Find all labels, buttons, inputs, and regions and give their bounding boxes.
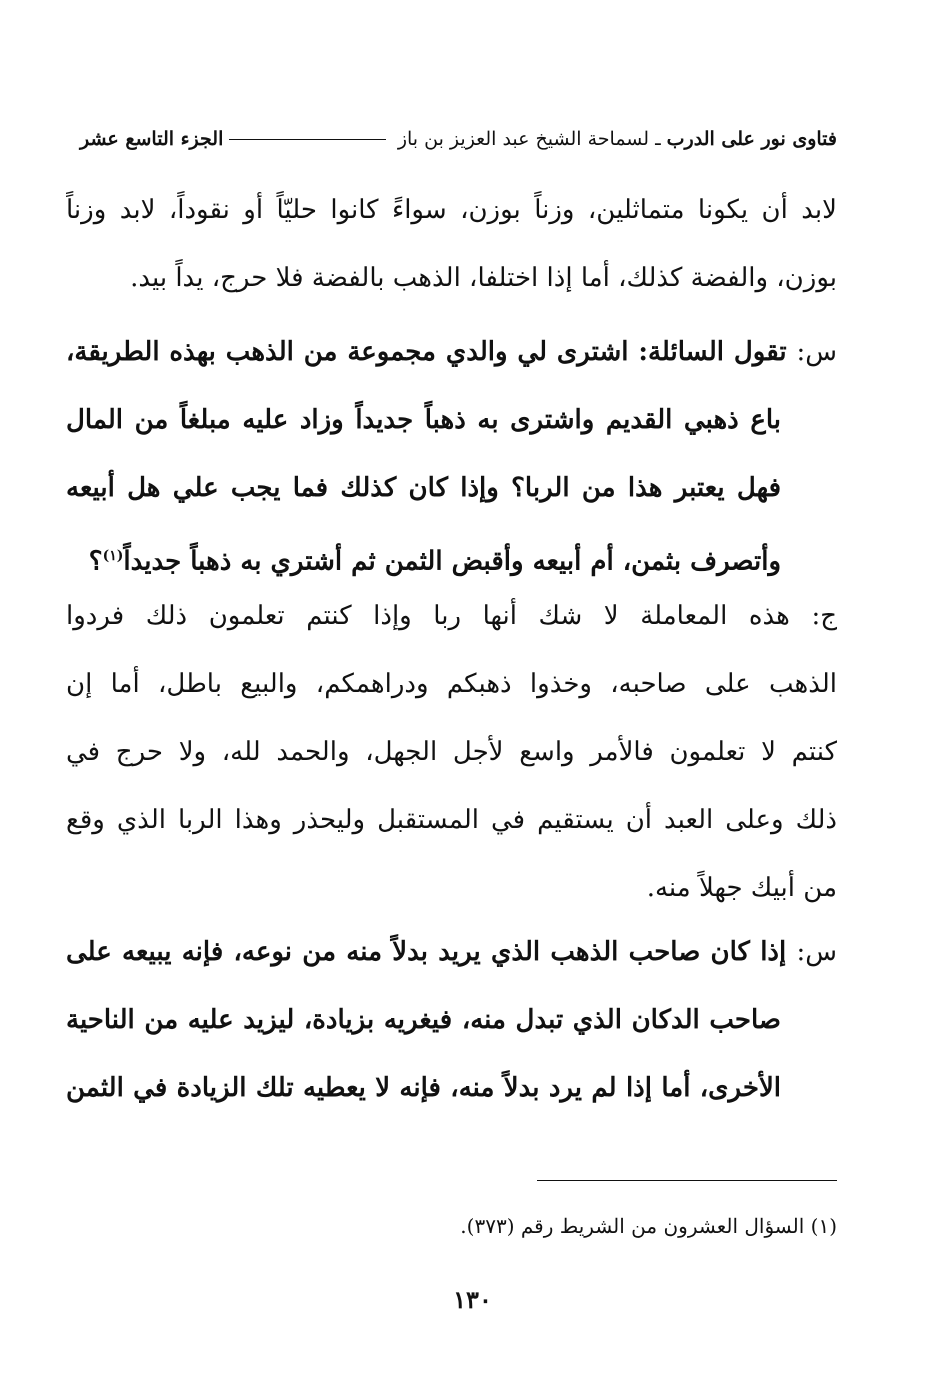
question-line <box>66 522 781 590</box>
book-author: ـ لسماحة الشيخ عبد العزيز بن باز <box>397 128 661 150</box>
answer-line: من أبيك جهلاً منه. <box>646 873 837 903</box>
answer-line <box>66 582 837 650</box>
question-line: فهل يعتبر هذا من الربا؟ وإذا كان كذلك فما يجب علي هل أبيعه <box>66 473 781 503</box>
question-label: س: <box>796 337 837 367</box>
answer-label: ج: <box>811 601 837 631</box>
question-line <box>66 918 837 986</box>
question-text: وأتصرف بثمن، أم أبيعه وأقبض الثمن ثم أشتري به ذهباً جديداً <box>123 546 781 577</box>
continuation-paragraph <box>66 176 837 312</box>
running-header <box>80 122 837 156</box>
answer-text: هذه المعاملة لا شك أنها ربا وإذا كنتم تعلمون ذلك فردوا <box>66 601 790 631</box>
question-text: تقول السائلة: اشترى لي والدي مجموعة من الذهب بهذه الطريقة، <box>66 337 787 367</box>
question-line <box>66 318 837 386</box>
answer-line: كنتم لا تعلمون فالأمر واسع لأجل الجهل، والحمد لله، ولا حرج في <box>66 737 837 767</box>
question-line: باع ذهبي القديم واشترى به ذهباً جديداً وزاد عليه مبلغاً من المال <box>66 405 781 435</box>
book-title: فتاوى نور على الدرب <box>666 128 837 150</box>
question-label: س: <box>796 937 837 967</box>
header-rule <box>229 139 385 140</box>
text-line: لابد أن يكونا متماثلين، وزناً بوزن، سواءً كانوا حليّاً أو نقوداً، لابد وزناً <box>66 195 837 225</box>
footnote-reference: (١) <box>102 548 124 564</box>
page-number: ١٣٠ <box>453 1285 492 1314</box>
footnote: (١) السؤال العشرون من الشريط رقم (٣٧٣). <box>460 1214 837 1238</box>
question-1 <box>66 318 837 590</box>
footnote-rule <box>537 1180 837 1181</box>
question-line: صاحب الدكان الذي تبدل منه، فيغريه بزيادة، ليزيد عليه من الناحية <box>66 1005 781 1035</box>
question-line: الأخرى، أما إذا لم يرد بدلاً منه، فإنه لا يعطيه تلك الزيادة في الثمن <box>66 1073 781 1103</box>
text-line: بوزن، والفضة كذلك، أما إذا اختلفا، الذهب بالفضة فلا حرج، يداً بيد. <box>130 263 837 293</box>
question-text: إذا كان صاحب الذهب الذي يريد بدلاً منه من نوعه، فإنه يبيعه على <box>66 937 787 967</box>
answer-line: ذلك وعلى العبد أن يستقيم في المستقبل وليحذر وهذا الربا الذي وقع <box>66 805 837 835</box>
answer-line: الذهب على صاحبه، وخذوا ذهبكم ودراهمكم، والبيع باطل، أما إن <box>66 669 837 699</box>
answer-1 <box>66 582 837 922</box>
question-2 <box>66 918 837 1122</box>
question-mark: ؟ <box>88 546 103 577</box>
volume-part: الجزء التاسع عشر <box>80 128 224 150</box>
